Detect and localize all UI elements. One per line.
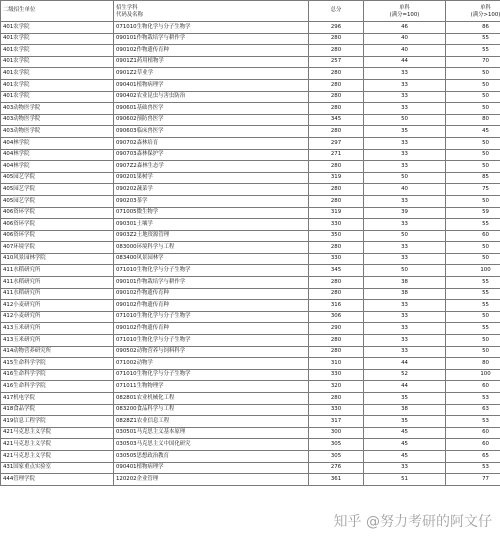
- cell-subject: 071010生物化学与分子生物学: [114, 311, 309, 323]
- cell-subject: 0903Z2土地资源管理: [114, 230, 309, 242]
- cell-single100: 33: [364, 68, 446, 80]
- cell-subject: 090202蔬菜学: [114, 184, 309, 196]
- cell-single-over100: 80: [446, 114, 500, 126]
- cell-subject: 090102作物遗传育种: [114, 288, 309, 300]
- table-row: [1, 462, 500, 474]
- cell-unit: 401农学院: [1, 33, 114, 45]
- cell-single-over100: 50: [446, 253, 500, 265]
- cell-single-over100: 50: [446, 91, 500, 103]
- header-single100-line1: 单科: [399, 4, 410, 11]
- cell-subject: 0901Z1药用植物学: [114, 56, 309, 68]
- cell-total: 280: [309, 288, 364, 300]
- cell-single100: 50: [364, 265, 446, 277]
- cell-unit: 401农学院: [1, 22, 114, 34]
- cell-subject: 090201果树学: [114, 172, 309, 184]
- cell-subject: 090402农业昆虫与害虫防治: [114, 91, 309, 103]
- cell-total: 350: [309, 230, 364, 242]
- cell-single-over100: 60: [446, 439, 500, 451]
- cell-unit: 412小麦研究所: [1, 300, 114, 312]
- cell-total: 280: [309, 79, 364, 91]
- header-unit: [1, 1, 114, 22]
- cell-total: 319: [309, 172, 364, 184]
- cell-unit: 444管理学院: [1, 474, 114, 486]
- table-row: [1, 381, 500, 393]
- cell-total: 300: [309, 427, 364, 439]
- cell-single100: 33: [364, 335, 446, 347]
- cell-single-over100: 55: [446, 45, 500, 57]
- cell-unit: 401农学院: [1, 79, 114, 91]
- cell-single100: 46: [364, 22, 446, 34]
- cell-total: 296: [309, 22, 364, 34]
- table-row: [1, 137, 500, 149]
- cell-subject: 090401植物病理学: [114, 462, 309, 474]
- cell-total: 330: [309, 219, 364, 231]
- cell-single100: 44: [364, 358, 446, 370]
- cell-single-over100: 70: [446, 56, 500, 68]
- cell-single-over100: 65: [446, 450, 500, 462]
- cell-total: 330: [309, 404, 364, 416]
- table-header: [1, 1, 500, 22]
- cell-single-over100: 53: [446, 393, 500, 405]
- cell-subject: 071010生物化学与分子生物学: [114, 265, 309, 277]
- header-subject-line2: 代码及名称: [116, 12, 143, 18]
- table-row: [1, 404, 500, 416]
- cell-unit: 401农学院: [1, 56, 114, 68]
- table-row: [1, 346, 500, 358]
- cell-unit: 405园艺学院: [1, 184, 114, 196]
- cell-single100: 52: [364, 369, 446, 381]
- cell-single-over100: 75: [446, 184, 500, 196]
- cell-subject: 090602预防兽医学: [114, 114, 309, 126]
- cell-single-over100: 100: [446, 265, 500, 277]
- cell-unit: 414动物营养研究所: [1, 346, 114, 358]
- cell-subject: 090603临床兽医学: [114, 126, 309, 138]
- cell-single-over100: 53: [446, 462, 500, 474]
- cell-unit: 404林学院: [1, 137, 114, 149]
- cell-subject: 090102作物遗传育种: [114, 45, 309, 57]
- cell-subject: 071010生物化学与分子生物学: [114, 335, 309, 347]
- cell-single100: 35: [364, 416, 446, 428]
- cell-total: 330: [309, 253, 364, 265]
- cell-subject: 071011生物物理学: [114, 381, 309, 393]
- cell-single100: 33: [364, 91, 446, 103]
- header-total: [309, 1, 364, 22]
- table-row: [1, 195, 500, 207]
- cell-subject: 090101作物栽培学与耕作学: [114, 277, 309, 289]
- cell-single-over100: 60: [446, 381, 500, 393]
- cell-subject: 082801农业机械化工程: [114, 393, 309, 405]
- cell-unit: 418食品学院: [1, 404, 114, 416]
- cell-single-over100: 55: [446, 219, 500, 231]
- cell-single-over100: 55: [446, 323, 500, 335]
- table-row: [1, 277, 500, 289]
- cell-single100: 33: [364, 323, 446, 335]
- cell-single-over100: 50: [446, 335, 500, 347]
- cell-subject: 071010生物化学与分子生物学: [114, 22, 309, 34]
- cell-subject: 090101作物栽培学与耕作学: [114, 33, 309, 45]
- cell-single-over100: 80: [446, 358, 500, 370]
- cell-subject: 090502动物营养与饲料科学: [114, 346, 309, 358]
- table-row: [1, 22, 500, 34]
- cell-total: 280: [309, 277, 364, 289]
- cell-single-over100: 50: [446, 161, 500, 173]
- cell-single100: 33: [364, 311, 446, 323]
- cell-single100: 45: [364, 450, 446, 462]
- cell-subject: 083400风景园林学: [114, 253, 309, 265]
- table-row: [1, 68, 500, 80]
- cell-single-over100: 86: [446, 22, 500, 34]
- header-single100: [364, 1, 446, 22]
- table-row: [1, 450, 500, 462]
- cell-unit: 410风景园林学院: [1, 253, 114, 265]
- cell-single100: 33: [364, 161, 446, 173]
- cell-single-over100: 50: [446, 311, 500, 323]
- cell-total: 280: [309, 242, 364, 254]
- header-single-over100-line1: 单科: [480, 4, 491, 11]
- header-unit-label: 二级招生单位: [3, 7, 36, 14]
- cell-single-over100: 60: [446, 230, 500, 242]
- cell-single-over100: 50: [446, 242, 500, 254]
- cell-subject: 090301土壤学: [114, 219, 309, 231]
- table-row: [1, 358, 500, 370]
- cell-unit: 411水稻研究所: [1, 288, 114, 300]
- cell-single-over100: 50: [446, 137, 500, 149]
- cell-single-over100: 45: [446, 126, 500, 138]
- cell-unit: 411水稻研究所: [1, 265, 114, 277]
- table-row: [1, 79, 500, 91]
- cell-total: 317: [309, 416, 364, 428]
- cell-total: 276: [309, 462, 364, 474]
- cell-single100: 33: [364, 103, 446, 115]
- table-row: [1, 416, 500, 428]
- cell-total: 280: [309, 335, 364, 347]
- cell-unit: 421马克思主义学院: [1, 439, 114, 451]
- cell-unit: 405园艺学院: [1, 195, 114, 207]
- cell-unit: 412小麦研究所: [1, 311, 114, 323]
- cell-total: 290: [309, 323, 364, 335]
- cell-total: 305: [309, 450, 364, 462]
- cell-unit: 401农学院: [1, 91, 114, 103]
- cell-single-over100: 85: [446, 172, 500, 184]
- cell-subject: 071005微生物学: [114, 207, 309, 219]
- cell-total: 280: [309, 126, 364, 138]
- cell-subject: 120202企业管理: [114, 474, 309, 486]
- table-row: [1, 474, 500, 486]
- cell-unit: 405园艺学院: [1, 172, 114, 184]
- header-subject: [114, 1, 309, 22]
- cell-single100: 44: [364, 381, 446, 393]
- table-row: [1, 323, 500, 335]
- cell-total: 280: [309, 91, 364, 103]
- cell-total: 361: [309, 474, 364, 486]
- cell-single100: 33: [364, 137, 446, 149]
- watermark: 知乎 @努力考研的阿文仔: [332, 511, 494, 531]
- cell-single-over100: 53: [446, 416, 500, 428]
- cell-single100: 38: [364, 288, 446, 300]
- cell-single100: 33: [364, 300, 446, 312]
- cell-unit: 417机电学院: [1, 393, 114, 405]
- table-row: [1, 335, 500, 347]
- cell-single100: 45: [364, 439, 446, 451]
- table-row: [1, 149, 500, 161]
- cell-unit: 403动物医学院: [1, 114, 114, 126]
- cell-unit: 401农学院: [1, 45, 114, 57]
- table-row: [1, 393, 500, 405]
- cell-single-over100: 50: [446, 103, 500, 115]
- table-row: [1, 161, 500, 173]
- cell-total: 319: [309, 207, 364, 219]
- cell-single100: 40: [364, 45, 446, 57]
- cell-single-over100: 55: [446, 277, 500, 289]
- table-row: [1, 253, 500, 265]
- table-row: [1, 439, 500, 451]
- cell-single100: 40: [364, 184, 446, 196]
- cell-unit: 419信息工程学院: [1, 416, 114, 428]
- cell-single-over100: 50: [446, 149, 500, 161]
- cell-unit: 416生命科学学院: [1, 369, 114, 381]
- cell-total: 280: [309, 45, 364, 57]
- cell-single100: 51: [364, 474, 446, 486]
- cell-single100: 33: [364, 219, 446, 231]
- table-row: [1, 207, 500, 219]
- cell-subject: 0828Z1农业信息工程: [114, 416, 309, 428]
- table-row: [1, 300, 500, 312]
- cell-single100: 33: [364, 253, 446, 265]
- header-row: [1, 1, 500, 22]
- cell-total: 330: [309, 369, 364, 381]
- cell-total: 280: [309, 33, 364, 45]
- cell-single100: 35: [364, 126, 446, 138]
- cell-single-over100: 55: [446, 300, 500, 312]
- cell-subject: 090703森林保护学: [114, 149, 309, 161]
- cell-subject: 090702森林培育: [114, 137, 309, 149]
- table-row: [1, 126, 500, 138]
- cell-subject: 071002动物学: [114, 358, 309, 370]
- cell-total: 305: [309, 439, 364, 451]
- table-row: [1, 369, 500, 381]
- cell-subject: 030503马克思主义中国化研究: [114, 439, 309, 451]
- table-row: [1, 219, 500, 231]
- table-body: [1, 22, 500, 486]
- cell-unit: 403动物医学院: [1, 126, 114, 138]
- cell-subject: 090203茶学: [114, 195, 309, 207]
- header-subject-line1: 招生学科: [116, 4, 138, 11]
- cell-subject: 0907Z2森林生态学: [114, 161, 309, 173]
- cell-subject: 083000环境科学与工程: [114, 242, 309, 254]
- cell-unit: 406资环学院: [1, 230, 114, 242]
- cell-total: 306: [309, 311, 364, 323]
- cell-unit: 421马克思主义学院: [1, 450, 114, 462]
- cell-single-over100: 55: [446, 288, 500, 300]
- cell-total: 280: [309, 161, 364, 173]
- cell-unit: 421马克思主义学院: [1, 427, 114, 439]
- cell-total: 280: [309, 103, 364, 115]
- cell-single100: 50: [364, 230, 446, 242]
- cell-subject: 090401植物病理学: [114, 79, 309, 91]
- cell-total: 271: [309, 149, 364, 161]
- cell-unit: 416生命科学学院: [1, 381, 114, 393]
- cell-single100: 39: [364, 207, 446, 219]
- cell-unit: 431国家重点实验室: [1, 462, 114, 474]
- table-row: [1, 33, 500, 45]
- header-single-over100-line2: (满分>100): [470, 12, 500, 18]
- cell-total: 310: [309, 358, 364, 370]
- cell-total: 280: [309, 68, 364, 80]
- cell-single-over100: 100: [446, 369, 500, 381]
- table-row: [1, 242, 500, 254]
- cell-single100: 35: [364, 393, 446, 405]
- table-row: [1, 311, 500, 323]
- table-row: [1, 91, 500, 103]
- cell-single100: 33: [364, 195, 446, 207]
- table-row: [1, 172, 500, 184]
- cell-subject: 083200食品科学与工程: [114, 404, 309, 416]
- cell-unit: 401农学院: [1, 68, 114, 80]
- table-row: [1, 103, 500, 115]
- header-single-over100: [446, 1, 500, 22]
- cell-total: 297: [309, 137, 364, 149]
- cell-single100: 38: [364, 277, 446, 289]
- cell-single-over100: 77: [446, 474, 500, 486]
- cell-single100: 33: [364, 462, 446, 474]
- cell-single100: 40: [364, 33, 446, 45]
- cell-total: 280: [309, 184, 364, 196]
- table-row: [1, 184, 500, 196]
- cell-unit: 413玉米研究所: [1, 323, 114, 335]
- cell-unit: 411水稻研究所: [1, 277, 114, 289]
- table-row: [1, 56, 500, 68]
- cell-single-over100: 50: [446, 68, 500, 80]
- table-row: [1, 114, 500, 126]
- table-row: [1, 427, 500, 439]
- cell-unit: 403动物医学院: [1, 103, 114, 115]
- cell-unit: 406资环学院: [1, 207, 114, 219]
- cell-total: 320: [309, 381, 364, 393]
- cell-subject: 090601基础兽医学: [114, 103, 309, 115]
- cell-total: 280: [309, 346, 364, 358]
- table-row: [1, 288, 500, 300]
- cell-subject: 030505思想政治教育: [114, 450, 309, 462]
- cell-single100: 33: [364, 242, 446, 254]
- cell-unit: 406资环学院: [1, 219, 114, 231]
- cell-total: 345: [309, 114, 364, 126]
- cell-single100: 33: [364, 79, 446, 91]
- cell-unit: 404林学院: [1, 161, 114, 173]
- cell-single100: 38: [364, 404, 446, 416]
- table-row: [1, 230, 500, 242]
- cell-unit: 404林学院: [1, 149, 114, 161]
- cell-single100: 50: [364, 114, 446, 126]
- cell-single100: 50: [364, 172, 446, 184]
- cell-unit: 407环境学院: [1, 242, 114, 254]
- cell-subject: 0901Z2草业学: [114, 68, 309, 80]
- cell-total: 257: [309, 56, 364, 68]
- cell-single-over100: 55: [446, 33, 500, 45]
- cell-single-over100: 60: [446, 427, 500, 439]
- cell-subject: 030501马克思主义基本原理: [114, 427, 309, 439]
- cell-single100: 33: [364, 149, 446, 161]
- header-single100-line2: (满分=100): [389, 12, 420, 18]
- cell-single100: 33: [364, 346, 446, 358]
- cell-unit: 413玉米研究所: [1, 335, 114, 347]
- cell-single-over100: 63: [446, 404, 500, 416]
- cell-single100: 44: [364, 56, 446, 68]
- cell-subject: 090102作物遗传育种: [114, 300, 309, 312]
- cell-single-over100: 50: [446, 195, 500, 207]
- cell-subject: 090102作物遗传育种: [114, 323, 309, 335]
- cell-unit: 415生命科学学院: [1, 358, 114, 370]
- header-total-label: 总分: [330, 7, 342, 14]
- table-row: [1, 265, 500, 277]
- cell-single-over100: 59: [446, 207, 500, 219]
- cell-single-over100: 50: [446, 346, 500, 358]
- cell-total: 280: [309, 393, 364, 405]
- cell-subject: 071010生物化学与分子生物学: [114, 369, 309, 381]
- cell-total: 280: [309, 195, 364, 207]
- cell-single100: 45: [364, 427, 446, 439]
- table-row: [1, 45, 500, 57]
- cell-single-over100: 50: [446, 79, 500, 91]
- cell-total: 316: [309, 300, 364, 312]
- cell-total: 345: [309, 265, 364, 277]
